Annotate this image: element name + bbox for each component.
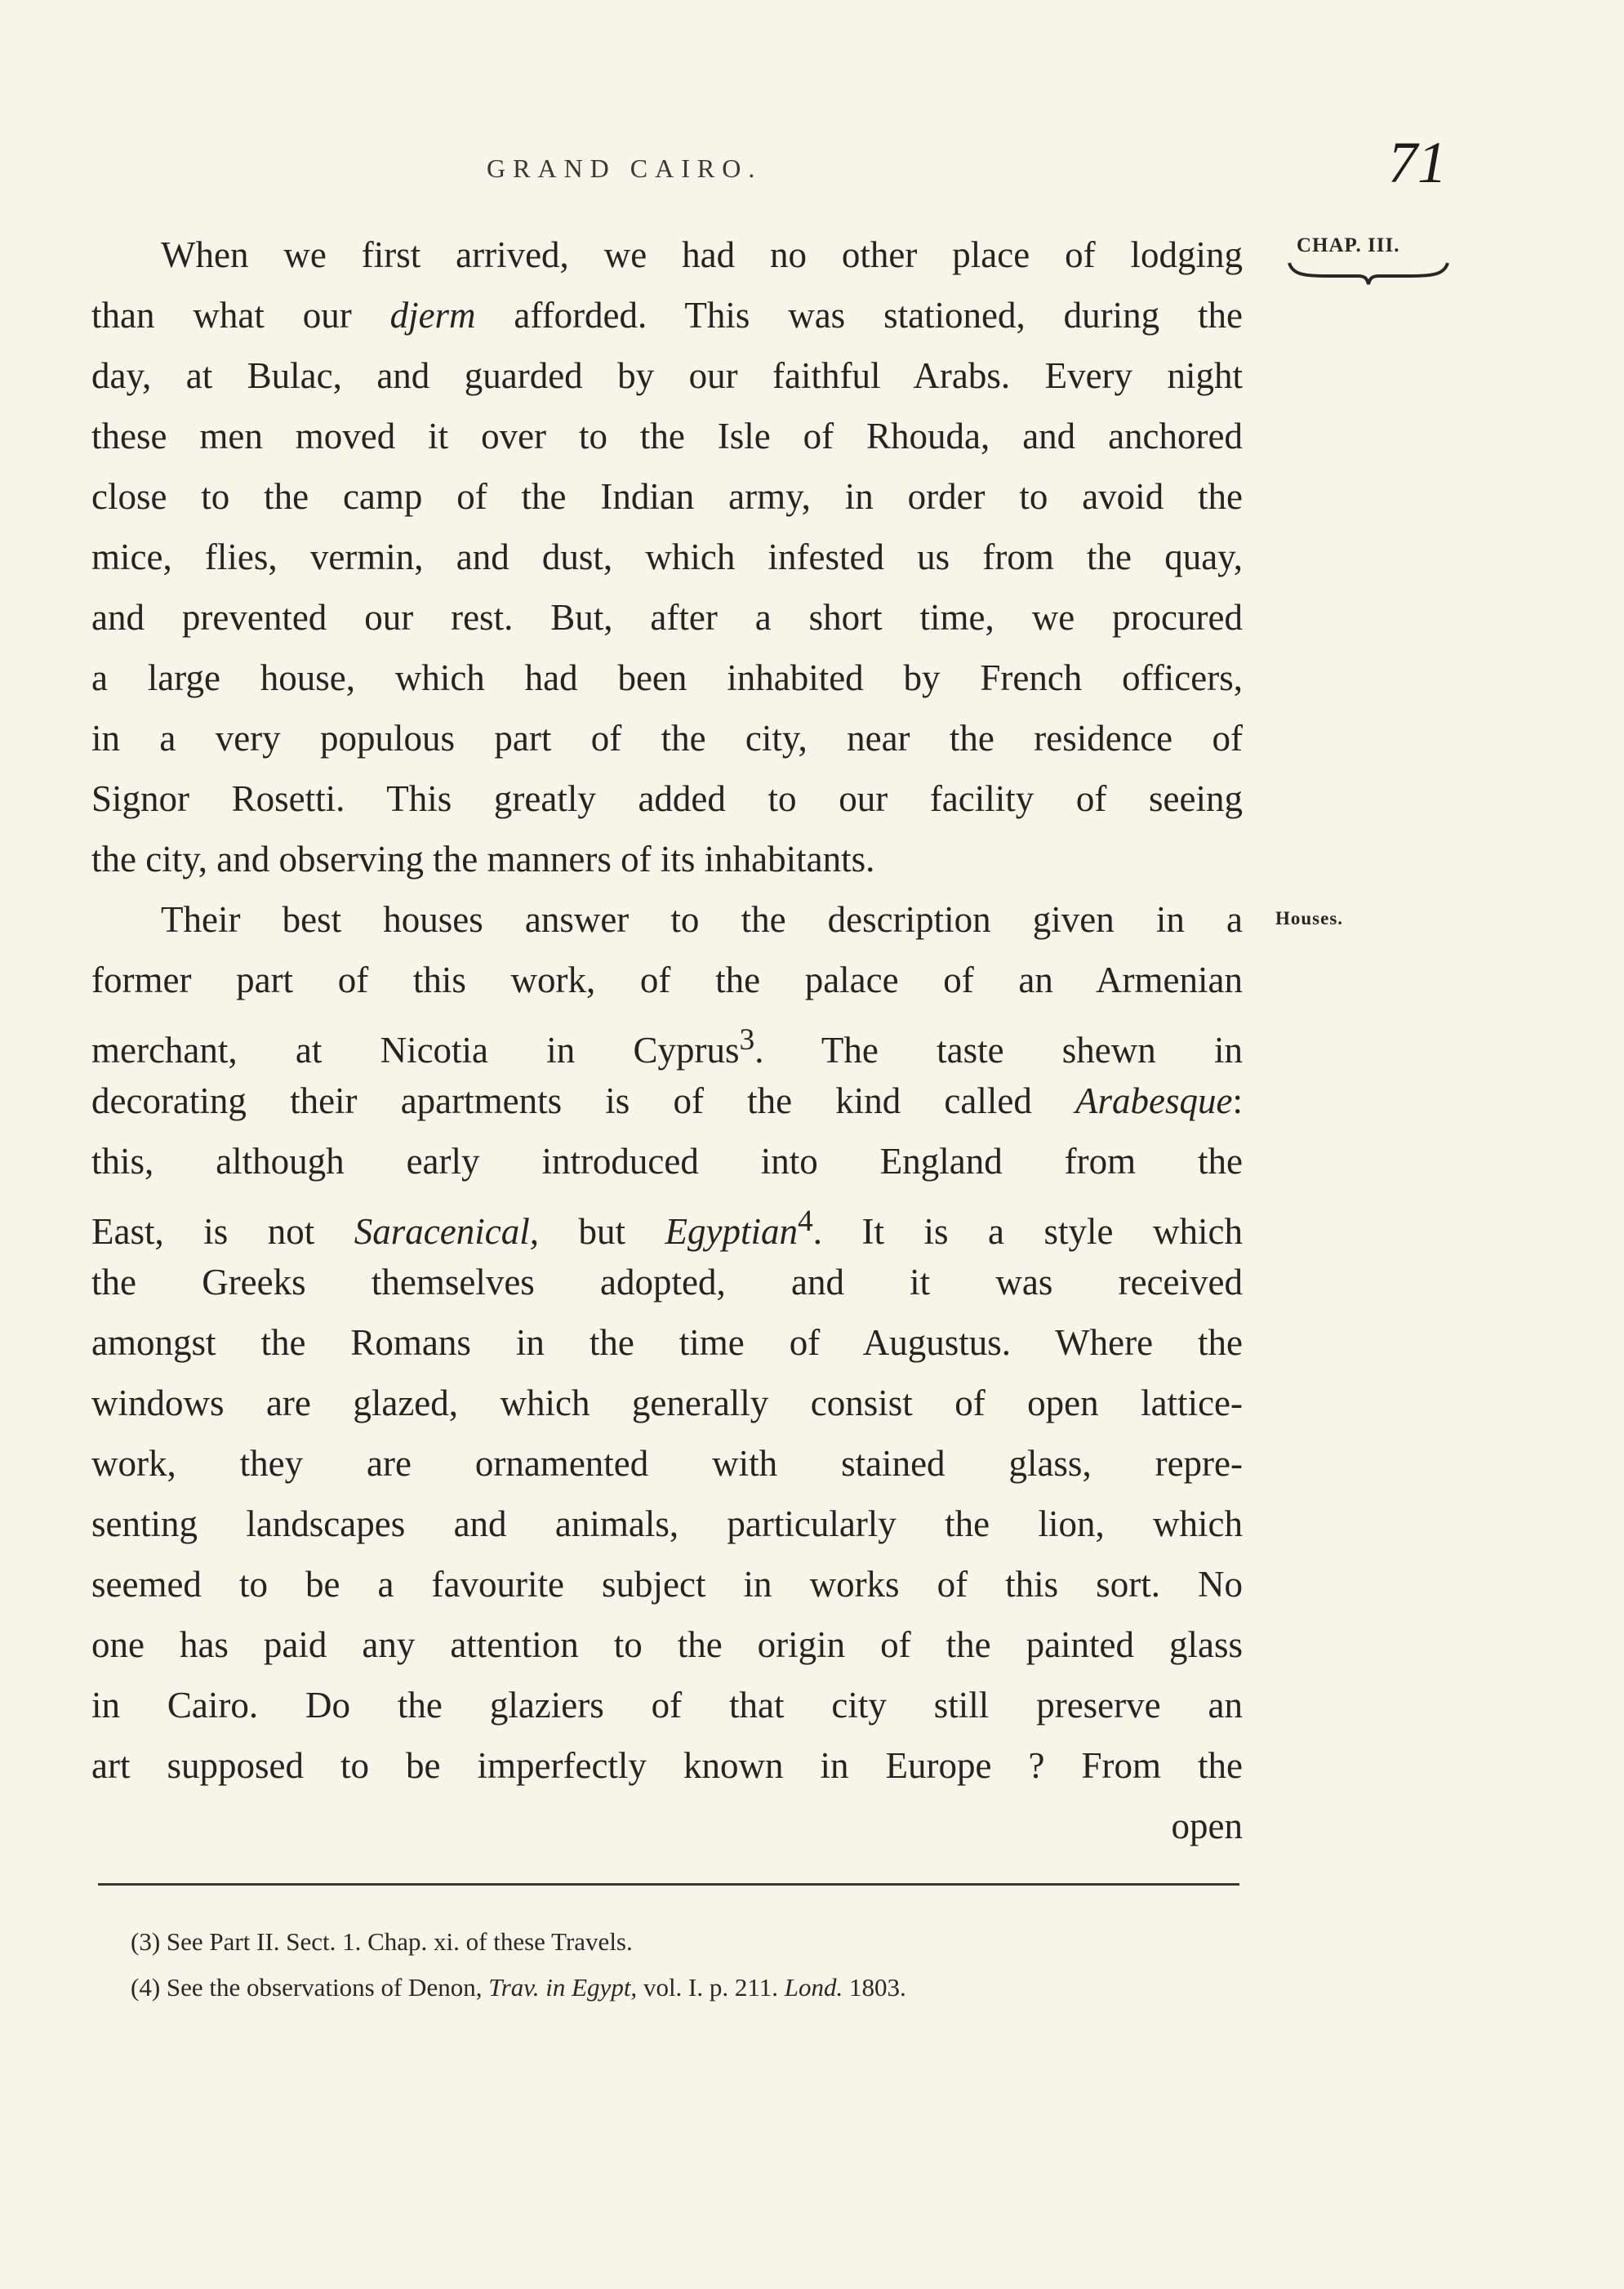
text-line: Signor Rosetti. This greatly added to our facility of seeing [91, 778, 1243, 819]
page-header [0, 0, 1624, 212]
text-line: work, they are ornamented with stained glass, repre- [91, 1443, 1243, 1484]
text-line: decorating their apartments is of the kind called Arabesque: [91, 1080, 1243, 1121]
text-line: windows are glazed, which generally consist of open lattice- [91, 1383, 1243, 1423]
footnote-3: (3) See Part II. Sect. 1. Chap. xi. of these Travels. [131, 1927, 633, 1956]
text-line: close to the camp of the Indian army, in order to avoid the [91, 476, 1243, 517]
text-line: than what our djerm afforded. This was stationed, during the [91, 295, 1243, 336]
text-line: the city, and observing the manners of its inhabitants. [91, 839, 875, 880]
text-line: amongst the Romans in the time of Augustus. Where the [91, 1322, 1243, 1363]
text-line: Their best houses answer to the description given in a [161, 899, 1243, 940]
catchword: open [1171, 1806, 1243, 1846]
text-line: in Cairo. Do the glaziers of that city still preserve an [91, 1685, 1243, 1726]
footnotes [131, 1927, 1274, 2019]
footnote-ref-3: 3 [739, 1023, 755, 1057]
body-text [91, 225, 1243, 1856]
chapter-brace-icon [1286, 260, 1449, 287]
text-line: a large house, which had been inhabited by French officers, [91, 657, 1243, 698]
footnote-4: (4) See the observations of Denon, Trav. in Egypt, vol. I. p. 211. Lond. 1803. [131, 1973, 906, 2002]
text-line: merchant, at Nicotia in Cyprus$^3$. The taste shewn in [91, 1023, 1243, 1071]
text-line: When we first arrived, we had no other place of lodging [161, 234, 1243, 275]
text-line: and prevented our rest. But, after a short time, we procured [91, 597, 1243, 638]
text-line: in a very populous part of the city, near the residence of [91, 718, 1243, 759]
running-title: GRAND CAIRO. [487, 154, 763, 183]
houses-margin-note: Houses. [1275, 908, 1344, 929]
footnote-divider [98, 1883, 1239, 1886]
footnote-ref-4: 4 [797, 1205, 813, 1238]
text-line: these men moved it over to the Isle of Rhouda, and anchored [91, 416, 1243, 456]
text-line: former part of this work, of the palace of an Armenian [91, 960, 1243, 1000]
text-line: art supposed to be imperfectly known in Europe ? From the [91, 1745, 1243, 1786]
text-line: mice, flies, vermin, and dust, which infested us from the quay, [91, 537, 1243, 577]
text-line: senting landscapes and animals, particularly the lion, which [91, 1503, 1243, 1544]
text-line: seemed to be a favourite subject in works of this sort. No [91, 1564, 1243, 1605]
chapter-margin-note: CHAP. III. [1297, 234, 1400, 256]
text-line: the Greeks themselves adopted, and it was received [91, 1262, 1243, 1303]
text-line: East, is not Saracenical, but Egyptian$^4$. It is a style which [91, 1205, 1243, 1252]
text-line: this, although early introduced into England from the [91, 1141, 1243, 1182]
page-number: 71 [1388, 130, 1447, 195]
text-line: one has paid any attention to the origin of the painted glass [91, 1624, 1243, 1665]
text-line: day, at Bulac, and guarded by our faithful Arabs. Every night [91, 355, 1243, 396]
